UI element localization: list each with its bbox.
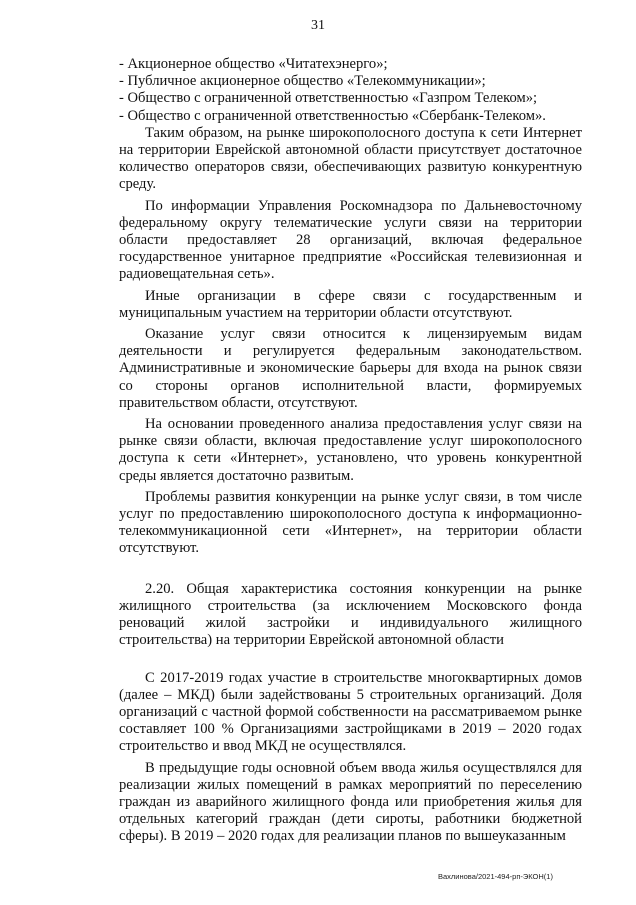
- paragraph: На основании проведенного анализа предоставления услуг связи на рынке связи области, включая предоставление услуг широкополосного доступа к сети «Интернет», установлено, что уровень конкурентной среды является достаточно развитым.: [119, 416, 582, 484]
- paragraph: Проблемы развития конкуренции на рынке услуг связи, в том числе услуг по предоставлению широкополосного доступа к информационно-телекоммуникационной сети «Интернет», на территории области отсутствуют.: [119, 488, 582, 557]
- paragraph: С 2017-2019 годах участие в строительстве многоквартирных домов (далее – МКД) были задействованы 5 строительных организаций. Доля организаций с частной формой собственности на рассматриваемом рынке составляет 100 % Организациями застройщиками в 2019 – 2020 годах строительство и ввод МКД не осуществлялся.: [119, 669, 582, 755]
- document-code: Вахлинова/2021-494-рп-ЭКОН(1): [438, 872, 553, 881]
- page-number: 31: [311, 18, 325, 33]
- list-item: - Публичное акционерное общество «Телекоммуникации»;: [119, 73, 486, 90]
- list-item: - Общество с ограниченной ответственностью «Сбербанк-Телеком».: [119, 107, 546, 124]
- list-item: - Общество с ограниченной ответственностью «Газпром Телеком»;: [119, 90, 538, 107]
- paragraph: В предыдущие годы основной объем ввода жилья осуществлялся для реализации жилых помещений в рамках мероприятий по переселению граждан из аварийного жилищного фонда или приобретения жилья для отдельных категорий граждан (дети сироты, работники бюджетной сферы). В 2019 – 2020 годах для реализации планов по вышеуказанным: [119, 759, 582, 845]
- paragraph: По информации Управления Роскомнадзора по Дальневосточному федеральному округу телематические услуги связи на территории области предоставляет 28 организаций, включая федеральное государственное унитарное предприятие «Российская телевизионная и радиовещательная сеть».: [119, 197, 582, 283]
- paragraph: Таким образом, на рынке широкополосного доступа к сети Интернет на территории Еврейской автономной области присутствует достаточное количество операторов связи, обеспечивающих развитую конкурентную среду.: [119, 124, 582, 193]
- document-body: [119, 56, 582, 850]
- list-item: - Акционерное общество «Читатехэнерго»;: [119, 56, 388, 72]
- paragraph: Иные организации в сфере связи с государственным и муниципальным участием на территории области отсутствуют.: [119, 287, 582, 321]
- paragraph: Оказание услуг связи относится к лицензируемым видам деятельности и регулируется федеральным законодательством. Административные и экономические барьеры для входа на рынок связи со стороны органов исполнительной власти, формируемых правительством области, отсутствуют.: [119, 326, 582, 411]
- section-heading: 2.20. Общая характеристика состояния конкуренции на рынке жилищного строительства (за исключением Московского фонда реноваций жилой застройки и индивидуального жилищного строительства) на территории Еврейской автономной области: [119, 580, 582, 649]
